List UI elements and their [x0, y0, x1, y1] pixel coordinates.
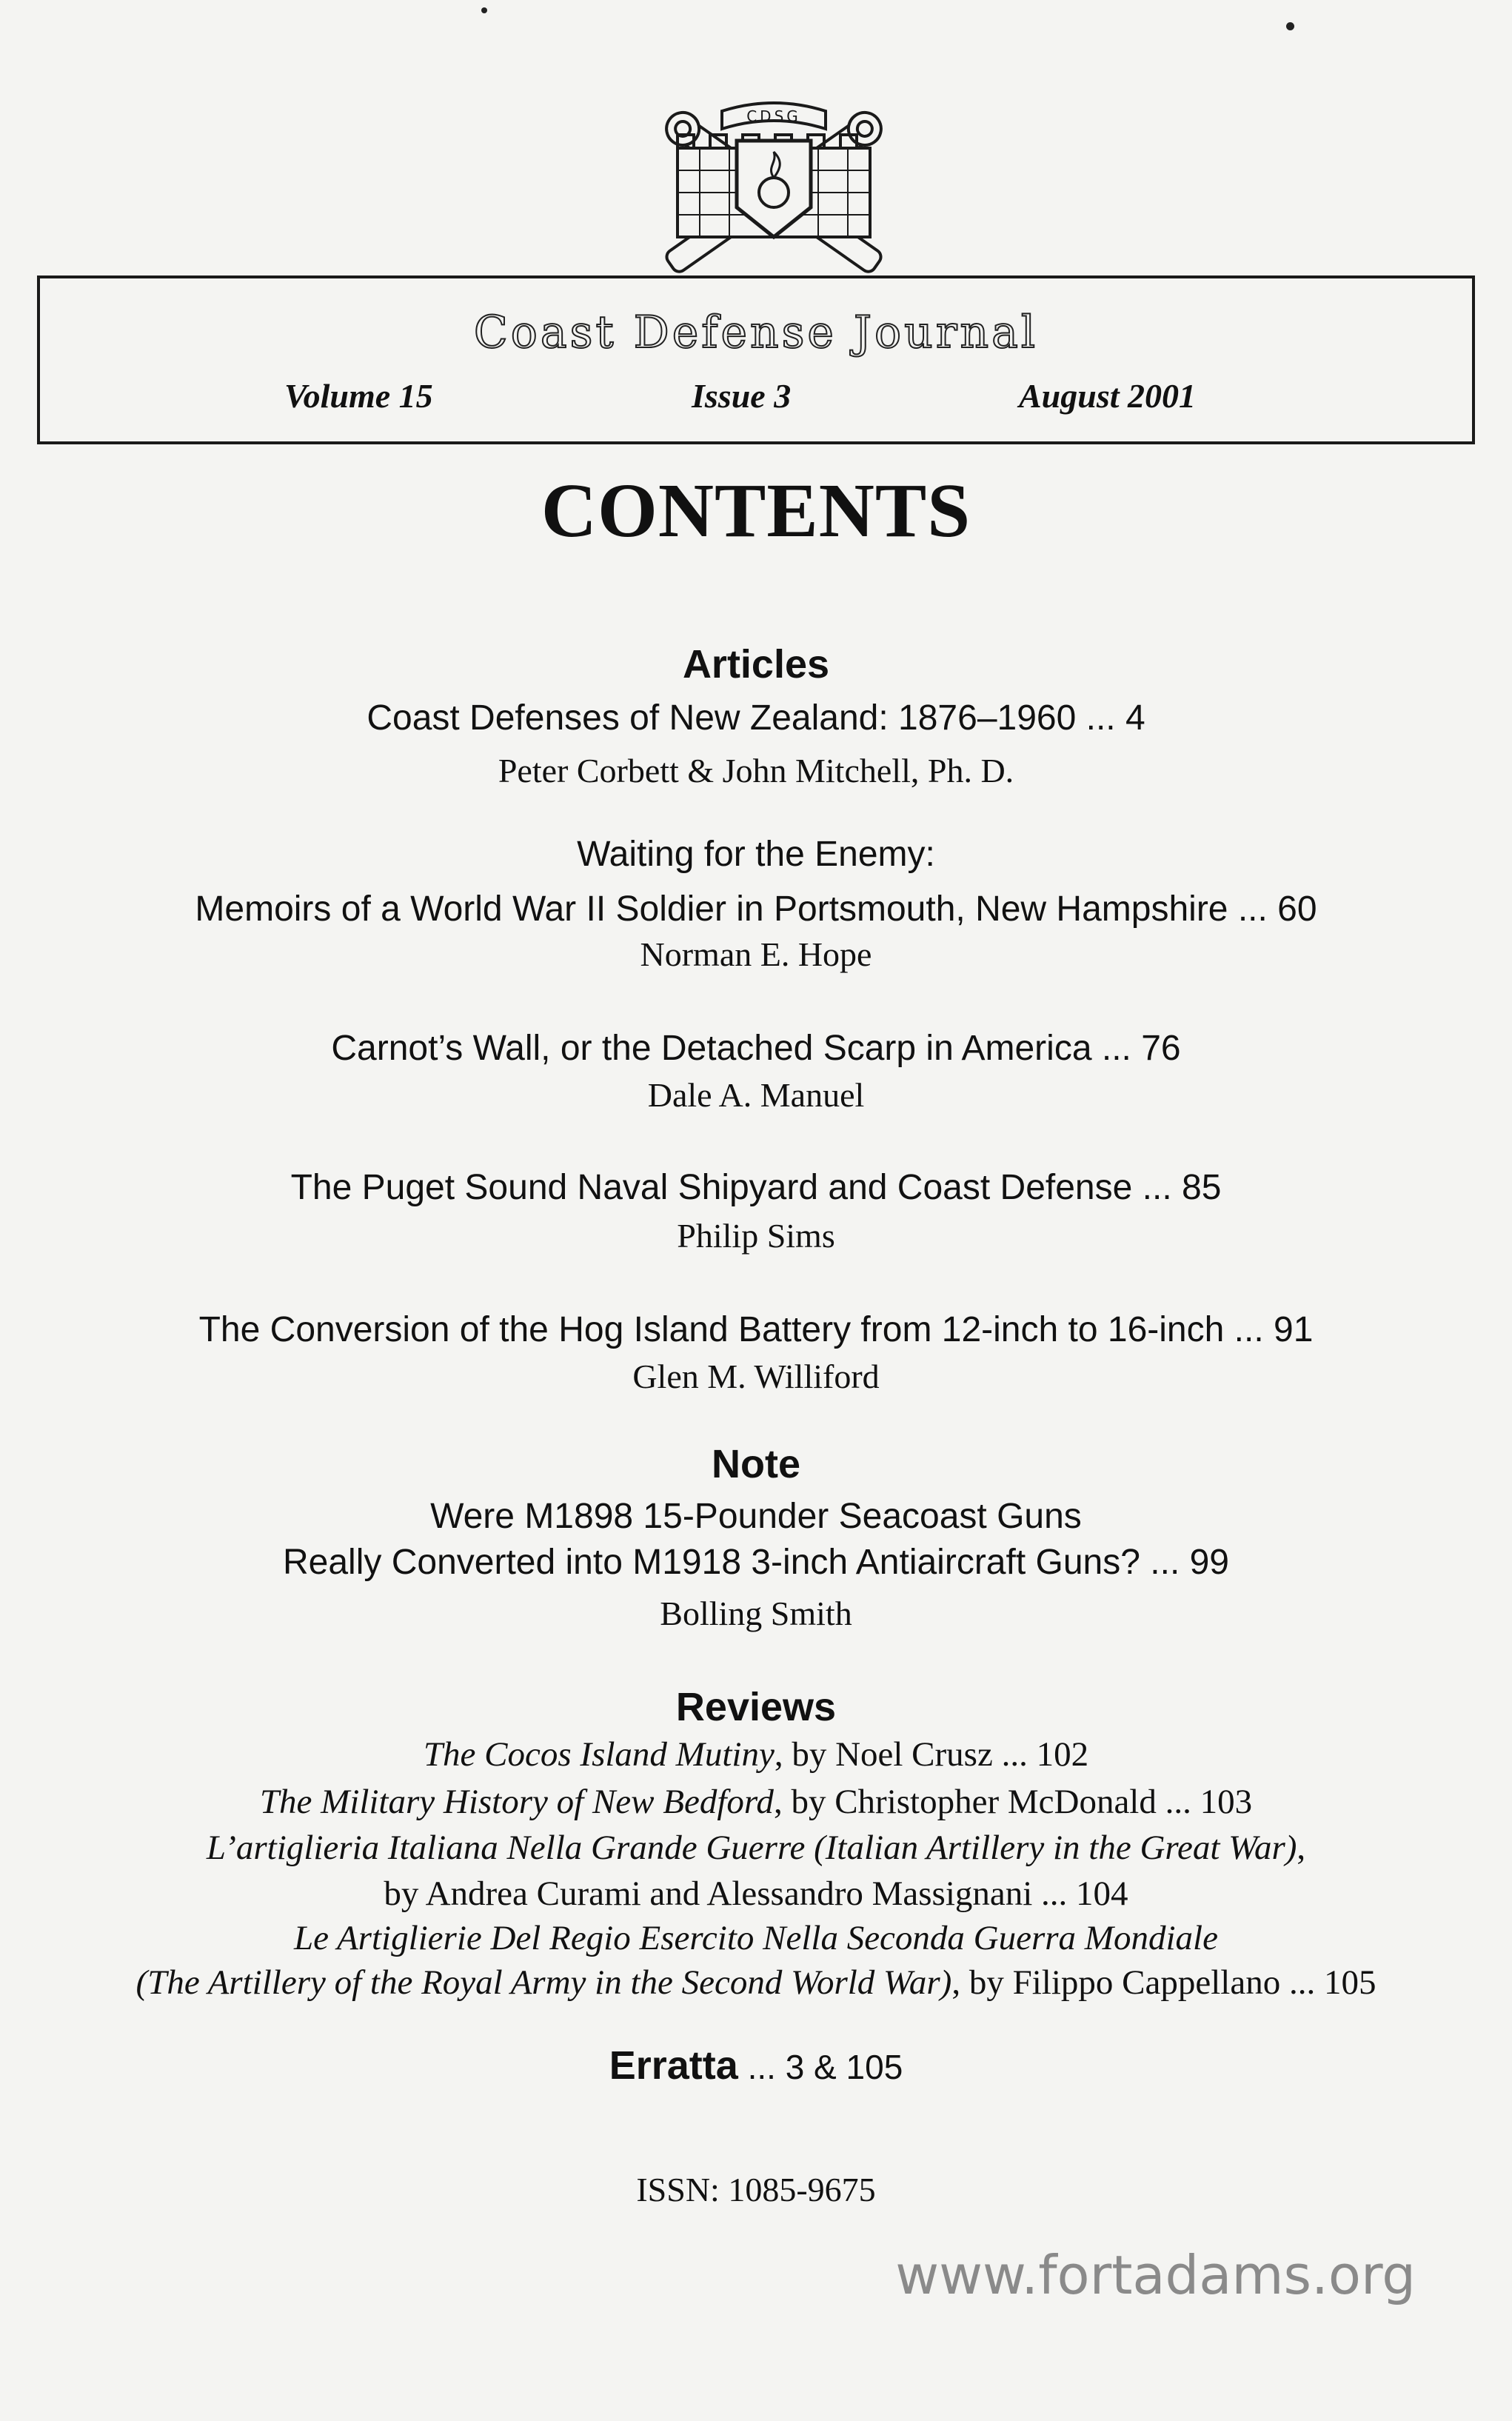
note-heading: Note	[712, 1442, 800, 1486]
review-byline: , by Filippo Cappellano ... 105	[951, 1963, 1376, 2002]
review-punct: ,	[1297, 1829, 1306, 1867]
errata-pages: ... 3 & 105	[737, 2048, 903, 2086]
article-author: Philip Sims	[677, 1217, 835, 1255]
review-byline-line2: by Andrea Curami and Alessandro Massignani ... 104	[384, 1874, 1128, 1913]
review-entry	[0, 1963, 1512, 2003]
review-byline: , by Christopher McDonald ... 103	[773, 1783, 1253, 1821]
journal-header-box	[37, 276, 1475, 444]
article-title: Coast Defenses of New Zealand: 1876–1960 ... 4	[367, 698, 1145, 738]
errata-label: Erratta	[609, 2043, 738, 2088]
articles-heading: Articles	[682, 642, 830, 687]
article-author: Glen M. Williford	[632, 1358, 880, 1395]
review-entry	[0, 1782, 1512, 1822]
review-entry	[0, 1734, 1512, 1774]
note-title-line2: Really Converted into M1918 3-inch Antiaircraft Guns? ... 99	[283, 1543, 1229, 1582]
review-entry	[0, 1918, 1512, 1958]
volume-label: Volume 15	[284, 377, 433, 415]
issue-label: Issue 3	[692, 377, 792, 415]
article-author: Dale A. Manuel	[647, 1076, 865, 1114]
crest-banner-text: CDSG	[746, 107, 801, 125]
review-book-title: The Cocos Island Mutiny	[423, 1735, 775, 1774]
review-entry	[0, 1828, 1512, 1868]
contents-heading: CONTENTS	[541, 468, 971, 553]
note-author: Bolling Smith	[660, 1594, 852, 1632]
article-title-line2: Memoirs of a World War II Soldier in Portsmouth, New Hampshire ... 60	[195, 889, 1317, 929]
review-book-title: L’artiglieria Italiana Nella Grande Guerre (Italian Artillery in the Great War)	[206, 1829, 1297, 1867]
article-author: Norman E. Hope	[640, 935, 872, 973]
journal-title: Coast Defense Journal	[473, 307, 1039, 358]
note-title-line1: Were M1898 15-Pounder Seacoast Guns	[430, 1497, 1082, 1536]
article-title-line1: Waiting for the Enemy:	[577, 835, 935, 874]
article-title: The Puget Sound Naval Shipyard and Coast Defense ... 85	[290, 1168, 1222, 1207]
review-book-title-line1: Le Artiglierie Del Regio Esercito Nella Seconda Guerra Mondiale	[294, 1919, 1218, 1957]
review-byline: , by Noel Crusz ... 102	[774, 1735, 1089, 1774]
review-book-title: The Military History of New Bedford	[259, 1783, 774, 1821]
errata-line	[0, 2043, 1512, 2088]
issue-date: August 2001	[1019, 377, 1197, 415]
cdsg-crest-logo	[633, 89, 914, 281]
article-title: Carnot’s Wall, or the Detached Scarp in America ... 76	[331, 1029, 1181, 1068]
review-book-title-line2: (The Artillery of the Royal Army in the Second World War)	[136, 1963, 952, 2002]
issn: ISSN: 1085-9675	[636, 2171, 876, 2208]
article-title: The Conversion of the Hog Island Battery from 12-inch to 16-inch ... 91	[198, 1310, 1314, 1349]
article-author: Peter Corbett & John Mitchell, Ph. D.	[498, 752, 1014, 789]
website-watermark: www.fortadams.org	[895, 2244, 1416, 2306]
reviews-heading: Reviews	[675, 1685, 837, 1729]
scan-speck	[481, 7, 487, 13]
scan-speck	[1286, 22, 1294, 30]
